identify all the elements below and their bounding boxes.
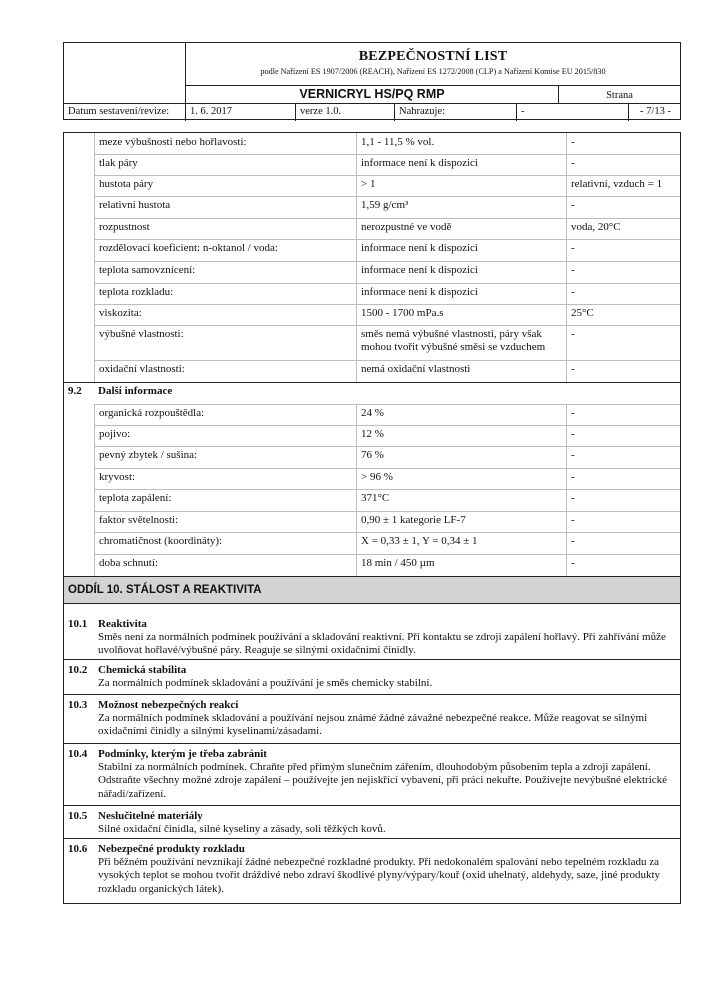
- property-name: teplota rozkladu:: [94, 283, 356, 304]
- content-table: [63, 132, 681, 904]
- subsection-number: 10.3: [68, 699, 88, 711]
- subsection-number: 10.6: [68, 843, 88, 855]
- subsection-text: Směs není za normálních podmínek používání a skladování reaktivní. Při kontaktu se zdroji zapálení hořlavý. Při zahřívání může uvolňovat hořlavé/výbušné páry. Reaguje se silnými oxidačními činidly.: [98, 631, 666, 657]
- property-note: -: [566, 360, 680, 382]
- property-value: 1500 - 1700 mPa.s: [356, 304, 566, 325]
- property-note: -: [566, 261, 680, 283]
- property-note: voda, 20°C: [566, 218, 680, 239]
- subsection-text: Za normálních podmínek skladování a používání je směs chemicky stabilní.: [98, 677, 433, 690]
- table-row: [64, 446, 680, 468]
- property-note: -: [566, 404, 680, 425]
- subsection-text: Při běžném používání nevznikají žádné nebezpečné rozkladné produkty. Při nedokonalém spalování nebo tepelném rozkladu za vysokých teplot se mohou tvořit dráždivé nebo zdraví škodlivé plyny/výpary/kouř (oxid uhelnatý, aldehydy, saze, jiné produkty rozkladu organických látek).: [98, 856, 660, 895]
- subsection-10-4: [64, 743, 680, 805]
- property-name: doba schnutí:: [94, 554, 356, 576]
- subsection-text: Stabilní za normálních podmínek. Chraňte před přímým slunečním zářením, dlouhodobým působením tepla a zdroji zapálení. Odstraňte všechny možné zdroje zapálení – používejte jen nejiskřící vybavení, při práci nekuřte. Používejte nevýbušné elektrické nářadí/zařízení.: [98, 761, 668, 800]
- table-row: [64, 304, 680, 325]
- page-number: - 7/13 -: [640, 106, 671, 117]
- title-box: [186, 43, 680, 86]
- property-note: -: [566, 239, 680, 261]
- subsection-number: 10.2: [68, 664, 88, 676]
- table-row: [64, 532, 680, 554]
- page-label: Strana: [606, 90, 633, 101]
- subsection-title: Neslučitelné materiály: [98, 810, 203, 822]
- property-value: 18 min / 450 µm: [356, 554, 566, 576]
- property-name: faktor světelnosti:: [94, 511, 356, 532]
- property-name: tlak páry: [94, 154, 356, 175]
- property-value: směs nemá výbušné vlastnosti, páry však mohou tvořit výbušné směsi se vzduchem: [356, 325, 566, 360]
- subsection-10-6: [64, 838, 680, 904]
- property-value: informace není k dispozici: [356, 239, 566, 261]
- property-value: informace není k dispozici: [356, 261, 566, 283]
- logo-placeholder: [64, 43, 186, 103]
- subsection-number: 10.1: [68, 618, 88, 630]
- property-name: hustota páry: [94, 175, 356, 196]
- property-value: 12 %: [356, 425, 566, 446]
- table-row: [64, 283, 680, 304]
- subsection-title: Nebezpečné produkty rozkladu: [98, 843, 245, 855]
- property-name: oxidační vlastnosti:: [94, 360, 356, 382]
- table-row: [64, 489, 680, 511]
- subsection-number: 10.4: [68, 748, 88, 760]
- property-name: viskozita:: [94, 304, 356, 325]
- property-note: -: [566, 554, 680, 576]
- property-note: -: [566, 154, 680, 175]
- table-row: [64, 218, 680, 239]
- subsection-10-5: [64, 805, 680, 840]
- property-note: -: [566, 325, 680, 360]
- date-label: Datum sestavení/revize:: [64, 104, 186, 121]
- document-header: [63, 42, 681, 120]
- property-name: meze výbušnosti nebo hořlavosti:: [94, 133, 356, 154]
- subsection-header: [64, 382, 680, 404]
- subsection-title: Reaktivita: [98, 618, 147, 630]
- table-row: [64, 404, 680, 425]
- table-row: [64, 425, 680, 446]
- property-name: rozpustnost: [94, 218, 356, 239]
- property-note: -: [566, 133, 680, 154]
- table-row: [64, 154, 680, 175]
- property-note: -: [566, 489, 680, 511]
- property-name: pevný zbytek / sušina:: [94, 446, 356, 468]
- property-name: pojivo:: [94, 425, 356, 446]
- document-subtitle: podle Nařízení ES 1907/2006 (REACH), Nařízení ES 1272/2008 (CLP) a Nařízení Komise EU 2015/830: [260, 67, 606, 76]
- property-value: 0,90 ± 1 kategorie LF-7: [356, 511, 566, 532]
- table-row: [64, 468, 680, 489]
- property-note: -: [566, 283, 680, 304]
- table-row: [64, 133, 680, 154]
- property-value: 24 %: [356, 404, 566, 425]
- table-row: [64, 261, 680, 283]
- version-value: verze 1.0.: [296, 104, 395, 121]
- property-value: > 1: [356, 175, 566, 196]
- property-name: chromatičnost (koordináty):: [94, 532, 356, 554]
- product-name: VERNICRYL HS/PQ RMP: [186, 85, 559, 103]
- subsection-title: Možnost nebezpečných reakcí: [98, 699, 239, 711]
- subsection-number: 9.2: [68, 385, 82, 397]
- subsection-number: 10.5: [68, 810, 88, 822]
- subsection-10-1: [64, 613, 680, 662]
- replaces-value: -: [517, 104, 629, 121]
- table-row: [64, 325, 680, 360]
- property-name: kryvost:: [94, 468, 356, 489]
- table-row: [64, 175, 680, 196]
- property-note: relativní, vzduch = 1: [566, 175, 680, 196]
- date-value: 1. 6. 2017: [186, 104, 296, 121]
- property-value: > 96 %: [356, 468, 566, 489]
- table-row: [64, 554, 680, 576]
- property-value: nemá oxidační vlastnosti: [356, 360, 566, 382]
- property-name: výbušné vlastnosti:: [94, 325, 356, 360]
- table-row: [64, 239, 680, 261]
- replaces-label: Nahrazuje:: [395, 104, 517, 121]
- subsection-title: Další informace: [98, 385, 173, 397]
- table-row: [64, 511, 680, 532]
- property-note: 25°C: [566, 304, 680, 325]
- section-title: ODDÍL 10. STÁLOST A REAKTIVITA: [64, 576, 680, 604]
- revision-row: [64, 103, 680, 121]
- subsection-10-3: [64, 694, 680, 743]
- property-value: X = 0,33 ± 1, Y = 0,34 ± 1: [356, 532, 566, 554]
- property-note: -: [566, 468, 680, 489]
- property-name: organická rozpouštědla:: [94, 404, 356, 425]
- document-title: BEZPEČNOSTNÍ LIST: [358, 49, 508, 64]
- property-name: rozdělovací koeficient: n-oktanol / voda:: [94, 239, 356, 261]
- property-note: -: [566, 511, 680, 532]
- property-value: 1,1 - 11,5 % vol.: [356, 133, 566, 154]
- property-name: teplota samovznícení:: [94, 261, 356, 283]
- subsection-text: Silné oxidační činidla, silné kyseliny a zásady, soli těžkých kovů.: [98, 823, 386, 836]
- property-note: -: [566, 532, 680, 554]
- table-row: [64, 196, 680, 218]
- property-value: informace není k dispozici: [356, 283, 566, 304]
- property-note: -: [566, 425, 680, 446]
- property-name: teplota zapálení:: [94, 489, 356, 511]
- subsection-title: Podmínky, kterým je třeba zabránit: [98, 748, 267, 760]
- property-note: -: [566, 446, 680, 468]
- subsection-text: Za normálních podmínek skladování a používání nejsou známé žádné závažné nebezpečné reakce. Může reagovat se silnými oxidačními činidly a silnými kyselinami/zásadami.: [98, 712, 648, 738]
- subsection-title: Chemická stabilita: [98, 664, 187, 676]
- subsection-10-2: [64, 659, 680, 694]
- property-value: 76 %: [356, 446, 566, 468]
- table-row: [64, 360, 680, 382]
- property-value: 371°C: [356, 489, 566, 511]
- property-name: relativní hustota: [94, 196, 356, 218]
- property-value: 1,59 g/cm³: [356, 196, 566, 218]
- property-value: nerozpustné ve vodě: [356, 218, 566, 239]
- property-value: informace není k dispozici: [356, 154, 566, 175]
- property-note: -: [566, 196, 680, 218]
